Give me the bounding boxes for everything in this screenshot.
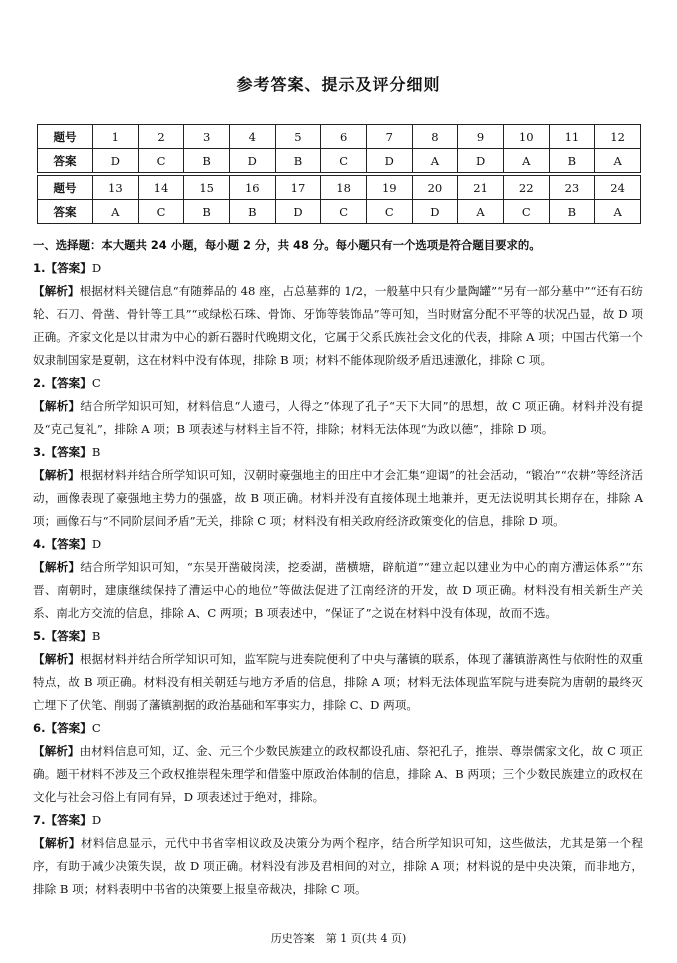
answer-letter-cell: A xyxy=(93,200,139,224)
answer-value: C xyxy=(91,721,101,735)
question-number-cell: 9 xyxy=(458,125,504,149)
answer-label: 【答案】 xyxy=(45,537,92,551)
analysis-label: 【解析】 xyxy=(33,284,80,298)
answer-label: 【答案】 xyxy=(45,445,92,459)
question-number-cell: 11 xyxy=(549,125,595,149)
analysis-text: 结合所学知识可知，材料信息“人遗弓，人得之”体现了孔子“天下大同”的思想，故 C 项正确。材料并没有提及“克己复礼”，排除 A 项；B 项表述与材料主旨不符，排除；材料无法体现“为政以德”，排除 D 项。 xyxy=(33,399,643,436)
answer-letter-cell: C xyxy=(321,149,367,173)
question-answer-line xyxy=(33,533,643,556)
table-row xyxy=(38,125,641,149)
answer-letter-cell: B xyxy=(549,149,595,173)
question-number-cell: 4 xyxy=(229,125,275,149)
analysis-text: 材料信息显示，元代中书省宰相议政及决策分为两个程序，结合所学知识可知，这些做法，尤其是第一个程序，有助于减少决策失误，故 D 项正确。材料没有涉及君相间的对立，排除 A 项；材料说的是中央决策，而非地方，排除 B 项；材料表明中书省的决策要上报皇帝裁决，排除 C 项。 xyxy=(33,836,643,896)
question-number-cell: 6 xyxy=(321,125,367,149)
answer-letter-cell: B xyxy=(549,200,595,224)
answer-label: 【答案】 xyxy=(45,261,92,275)
analysis-paragraph xyxy=(33,832,643,901)
answer-letter-cell: A xyxy=(503,149,549,173)
analysis-label: 【解析】 xyxy=(33,399,81,413)
answer-label: 【答案】 xyxy=(45,629,92,643)
answer-letter-cell: C xyxy=(503,200,549,224)
answer-letter-cell: D xyxy=(93,149,139,173)
answer-letter-cell: C xyxy=(138,149,184,173)
question-answer-line xyxy=(33,717,643,740)
question-number-cell: 22 xyxy=(503,176,549,200)
question-number-cell: 1 xyxy=(93,125,139,149)
question-answer-line xyxy=(33,372,643,395)
analysis-paragraph xyxy=(33,740,643,809)
analysis-label: 【解析】 xyxy=(33,744,80,758)
analysis-paragraph xyxy=(33,280,643,372)
question-number-cell: 19 xyxy=(366,176,412,200)
question-number: 6. xyxy=(33,721,46,735)
row-header: 答案 xyxy=(38,200,93,224)
question-number-cell: 15 xyxy=(184,176,230,200)
answer-value: C xyxy=(91,376,101,390)
analysis-label: 【解析】 xyxy=(33,468,80,482)
answer-letter-cell: C xyxy=(366,200,412,224)
table-row xyxy=(38,200,641,224)
analysis-label: 【解析】 xyxy=(33,560,81,574)
answer-letter-cell: A xyxy=(595,149,641,173)
answer-value: B xyxy=(91,629,101,643)
question-number-cell: 23 xyxy=(549,176,595,200)
question-number-cell: 18 xyxy=(321,176,367,200)
table-row xyxy=(38,176,641,200)
section-header: 一、选择题：本大题共 24 小题，每小题 2 分，共 48 分。每小题只有一个选项是符合题目要求的。 xyxy=(33,238,541,252)
answer-label: 【答案】 xyxy=(45,813,92,827)
answer-letter-cell: A xyxy=(595,200,641,224)
answer-table xyxy=(37,124,641,224)
analysis-label: 【解析】 xyxy=(33,652,80,666)
row-header: 题号 xyxy=(38,176,93,200)
question-number: 1. xyxy=(33,261,46,275)
answer-explanations xyxy=(33,234,643,901)
analysis-label: 【解析】 xyxy=(33,836,81,850)
analysis-text: 结合所学知识可知，“东吴开凿破岗渎，挖委湖，凿横塘，辟航道”“建立起以建业为中心的南方漕运体系”“东晋、南朝时，建康继续保持了漕运中心的地位”等做法促进了江南经济的开发，故 D 项正确。材料没有相关新生产关系、南北方交流的信息，排除 A、C 两项；B 项表述中，“保证了”之说在材料中没有体现，故而不选。 xyxy=(33,560,643,620)
question-number-cell: 12 xyxy=(595,125,641,149)
question-number-cell: 13 xyxy=(93,176,139,200)
answer-letter-cell: B xyxy=(275,149,321,173)
answer-letter-cell: B xyxy=(184,200,230,224)
question-answer-line xyxy=(33,809,643,832)
question-number-cell: 20 xyxy=(412,176,458,200)
question-number: 3. xyxy=(33,445,46,459)
question-number-cell: 14 xyxy=(138,176,184,200)
answer-letter-cell: A xyxy=(458,200,504,224)
question-number-cell: 8 xyxy=(412,125,458,149)
analysis-paragraph xyxy=(33,556,643,625)
row-header: 题号 xyxy=(38,125,93,149)
analysis-text: 根据材料关键信息“有随葬品的 48 座，占总墓葬的 1/2，一般墓中只有少量陶罐”“另有一部分墓中”“还有石纺轮、石刀、骨凿、骨针等工具”“或绿松石珠、骨饰、牙饰等装饰品”等可知，当时财富分配不平等的状况凸显，故 D 项正确。齐家文化是以甘肃为中心的新石器时代晚期文化，它属于父系氏族社会文化的代表，排除 A 项；中国古代第一个奴隶制国家是夏朝，这在材料中没有体现，排除 B 项；材料不能体现阶级矛盾迅速激化，排除 C 项。 xyxy=(33,284,643,367)
analysis-text: 由材料信息可知，辽、金、元三个少数民族建立的政权都设孔庙、祭祀孔子，推崇、尊崇儒家文化，故 C 项正确。题干材料不涉及三个政权推崇程朱理学和借鉴中原政治体制的信息，排除 A、B 两项；三个少数民族建立的政权在文化与社会习俗上有同有异，D 项表述过于绝对，排除。 xyxy=(33,744,643,804)
analysis-paragraph xyxy=(33,464,643,533)
page-footer: 历史答案 第 1 页(共 4 页) xyxy=(270,932,407,945)
question-number-cell: 21 xyxy=(458,176,504,200)
question-number-cell: 5 xyxy=(275,125,321,149)
question-number-cell: 16 xyxy=(229,176,275,200)
row-header: 答案 xyxy=(38,149,93,173)
analysis-paragraph xyxy=(33,395,643,441)
question-number-cell: 2 xyxy=(138,125,184,149)
question-answer-line xyxy=(33,257,643,280)
answer-letter-cell: C xyxy=(321,200,367,224)
question-answer-line xyxy=(33,625,643,648)
answer-letter-cell: D xyxy=(458,149,504,173)
question-number: 4. xyxy=(33,537,46,551)
answer-letter-cell: D xyxy=(366,149,412,173)
answer-value: D xyxy=(91,261,102,275)
question-list xyxy=(33,257,643,901)
answer-letter-cell: B xyxy=(184,149,230,173)
question-number-cell: 24 xyxy=(595,176,641,200)
answer-letter-cell: B xyxy=(229,200,275,224)
question-number: 7. xyxy=(33,813,46,827)
page-title: 参考答案、提示及评分细则 xyxy=(236,75,441,94)
table-row xyxy=(38,149,641,173)
answer-letter-cell: D xyxy=(229,149,275,173)
answer-letter-cell: C xyxy=(138,200,184,224)
answer-value: D xyxy=(91,813,102,827)
question-number-cell: 3 xyxy=(184,125,230,149)
question-answer-line xyxy=(33,441,643,464)
answer-value: D xyxy=(91,537,102,551)
analysis-text: 根据材料并结合所学知识可知，汉朝时豪强地主的田庄中才会汇集“迎谒”的社会活动，“锻冶”“农耕”等经济活动，画像表现了豪强地主势力的强盛，故 B 项正确。材料并没有直接体现土地兼并，更无法说明其长期存在，排除 A 项；画像石与“不同阶层间矛盾”无关，排除 C 项；材料没有相关政府经济政策变化的信息，排除 D 项。 xyxy=(33,468,643,528)
analysis-text: 根据材料并结合所学知识可知，监军院与进奏院便利了中央与藩镇的联系，体现了藩镇游离性与依附性的双重特点，故 B 项正确。材料没有相关朝廷与地方矛盾的信息，排除 A 项；材料无法体现监军院与进奏院为唐朝的最终灭亡埋下了伏笔、削弱了藩镇割据的政治基础和军事实力，排除 C、D 两项。 xyxy=(33,652,643,712)
answer-letter-cell: A xyxy=(412,149,458,173)
answer-letter-cell: D xyxy=(275,200,321,224)
question-number-cell: 10 xyxy=(503,125,549,149)
answer-label: 【答案】 xyxy=(45,721,92,735)
question-number: 5. xyxy=(33,629,46,643)
question-number-cell: 7 xyxy=(366,125,412,149)
answer-value: B xyxy=(91,445,101,459)
question-number: 2. xyxy=(33,376,46,390)
question-number-cell: 17 xyxy=(275,176,321,200)
answer-letter-cell: D xyxy=(412,200,458,224)
answer-label: 【答案】 xyxy=(45,376,92,390)
analysis-paragraph xyxy=(33,648,643,717)
